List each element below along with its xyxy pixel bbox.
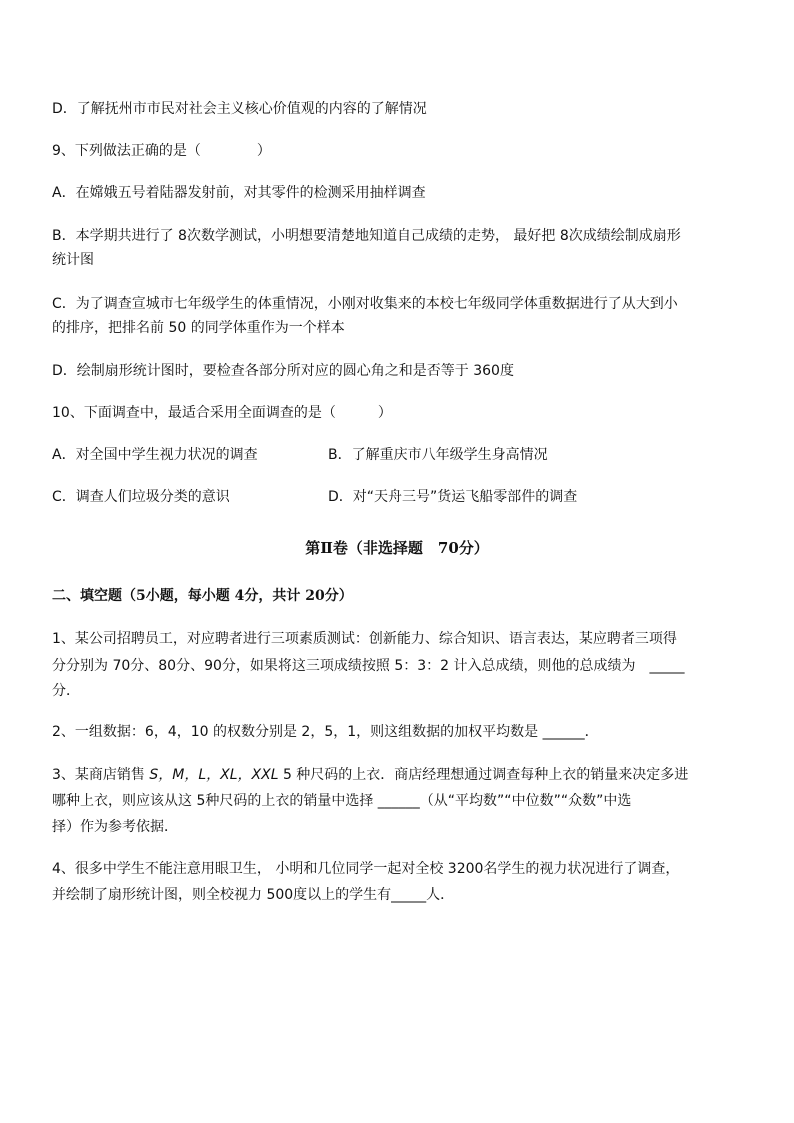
part2-title: 第Ⅱ卷（非选择题 70分） [305,539,489,557]
fill-q3-prefix: 3、某商店销售 [52,767,150,783]
q10-option-d: D．对“天舟三号”货运飞船零部件的调查 [328,489,578,505]
fill-q3-sizes: S，M，L，XL，XXL [149,767,279,783]
q10-option-a: A．对全国中学生视力状况的调查 [52,447,258,463]
q9-option-b-line1: B．本学期共进行了 8次数学测试，小明想要清楚地知道自己成绩的走势， 最好把 8次成绩绘制成扇形 [52,228,681,244]
fill-q3-line1 [52,765,688,785]
fill-q2: 2、一组数据：6，4，10 的权数分别是 2，5，1，则这组数据的加权平均数是 ______． [52,724,599,740]
fill-q4-line1: 4、很多中学生不能注意用眼卫生， 小明和几位同学一起对全校 3200名学生的视力状况进行了调查， [52,861,680,877]
q10-option-b: B．了解重庆市八年级学生身高情况 [328,447,548,463]
fill-q1-line3: 分． [52,683,80,699]
fill-q1-line1: 1、某公司招聘员工，对应聘者进行三项素质测试：创新能力、综合知识、语言表达，某应聘者三项得 [52,631,677,647]
q9-option-a: A．在嫦娥五号着陆器发射前，对其零件的检测采用抽样调查 [52,185,426,201]
fill-q1-line2: 分分别为 70分、80分、90分，如果将这三项成绩按照 5：3：2 计入总成绩，则他的总成绩为 _____ [52,658,685,674]
q9-option-d: D．绘制扇形统计图时，要检查各部分所对应的圆心角之和是否等于 360度 [52,363,514,379]
fill-q3-line3: 择）作为参考依据． [52,819,178,835]
q10-stem: 10、下面调查中，最适合采用全面调查的是（ ） [52,405,392,421]
q9-option-c-line2: 的排序，把排名前 50 的同学体重作为一个样本 [52,320,345,336]
q10-option-c: C．调查人们垃圾分类的意识 [52,489,230,505]
q9-option-c-line1: C．为了调查宣城市七年级学生的体重情况，小刚对收集来的本校七年级同学体重数据进行了从大到小 [52,296,678,312]
section2-title: 二、填空题（5小题，每小题 4分，共计 20分） [52,588,353,604]
fill-q4-line2: 并绘制了扇形统计图，则全校视力 500度以上的学生有_____人． [52,887,455,903]
q8-option-d: D．了解抚州市市民对社会主义核心价值观的内容的了解情况 [52,101,427,117]
q9-stem: 9、下列做法正确的是（ ） [52,143,271,159]
fill-q3-suffix: 5 种尺码的上衣．商店经理想通过调查每种上衣的销量来决定多进 [278,767,689,783]
q9-option-b-line2: 统计图 [52,252,94,268]
fill-q3-line2: 哪种上衣，则应该从这 5种尺码的上衣的销量中选择 ______（从“平均数”“中位数”“众数”中选 [52,793,632,809]
